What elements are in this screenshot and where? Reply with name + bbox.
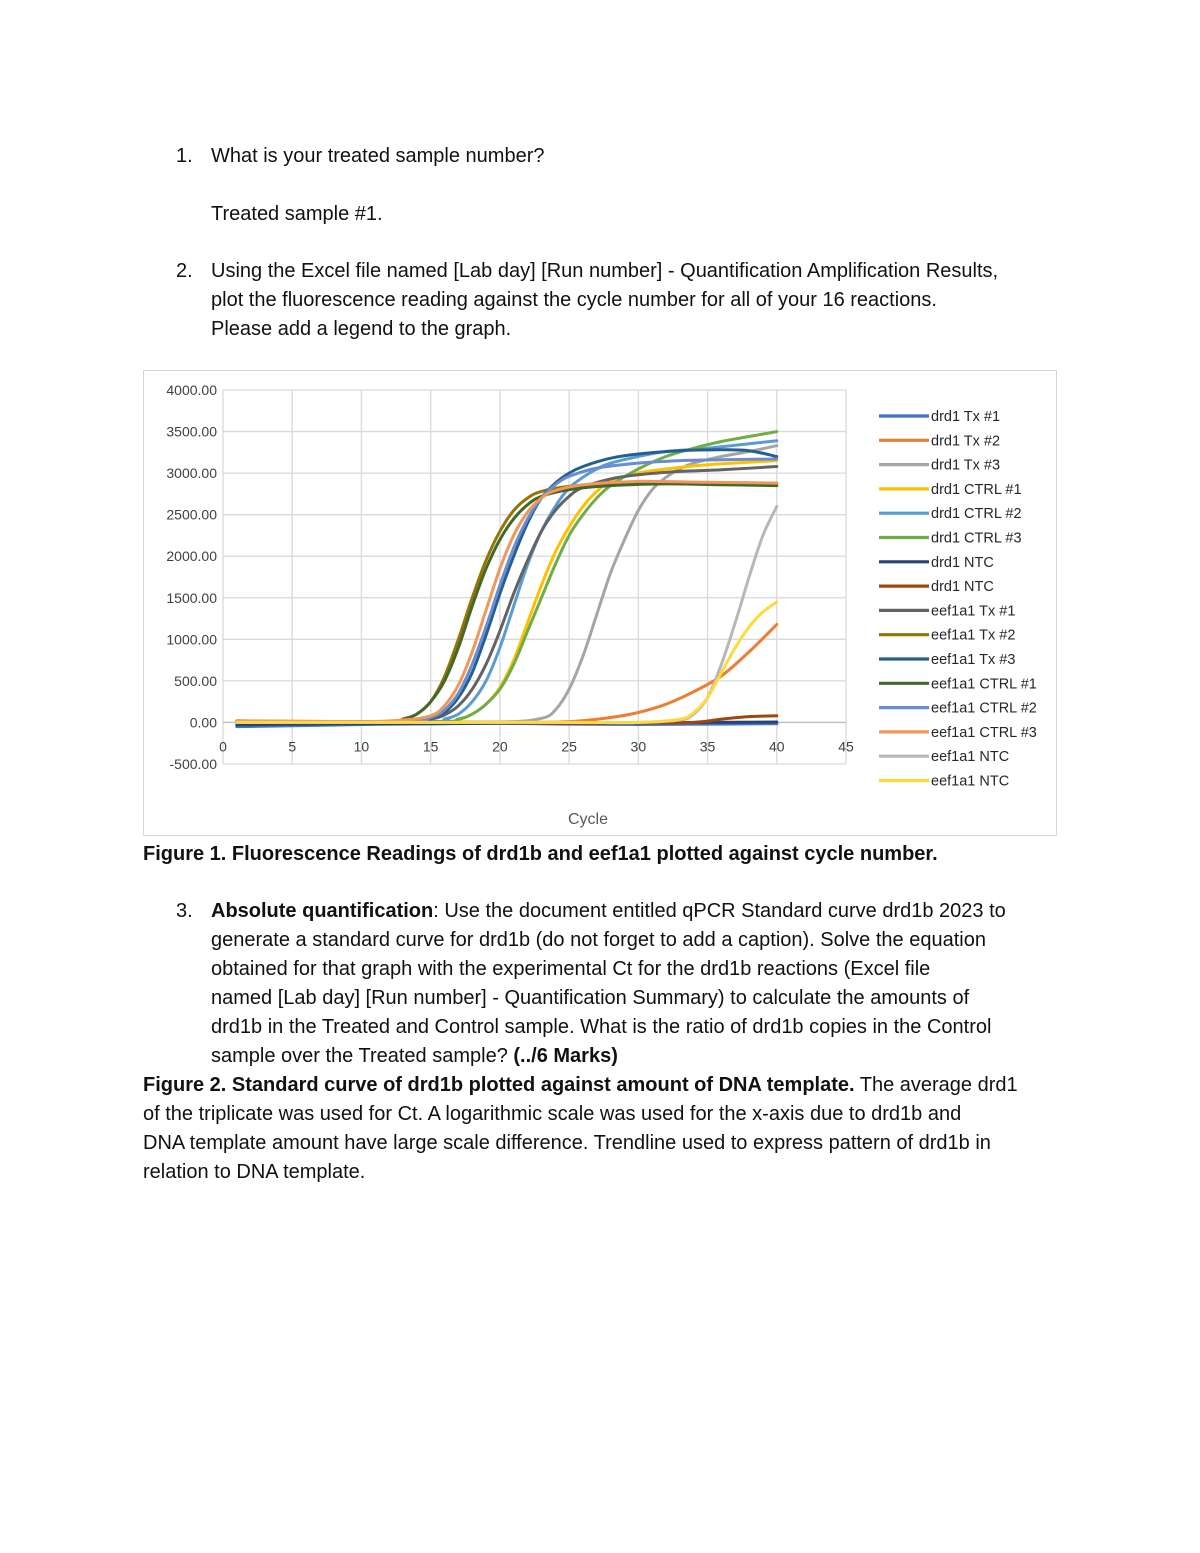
y-tick-label: 500.00 <box>174 672 217 689</box>
series-line-10 <box>237 483 777 722</box>
legend-label: drd1 CTRL #1 <box>931 481 1022 498</box>
legend-label: eef1a1 CTRL #1 <box>931 676 1037 693</box>
legend-label: drd1 Tx #3 <box>931 457 1001 474</box>
q3-bold-lead: Absolute quantification <box>211 900 434 922</box>
q3-line6-text: sample over the Treated sample? <box>211 1045 508 1067</box>
q3-line2: generate a standard curve for drd1b (do not forget to add a caption). Solve the equation <box>211 929 986 951</box>
legend-label: drd1 NTC <box>931 579 994 596</box>
q1-text: What is your treated sample number? <box>211 145 545 167</box>
figure2-caption-line1 <box>143 1071 1018 1100</box>
legend-label: eef1a1 NTC <box>931 773 1010 790</box>
x-tick-label: 45 <box>838 738 854 755</box>
q3-line1-rest: : Use the document entitled qPCR Standard curve drd1b 2023 to <box>433 900 1006 922</box>
x-tick-label: 40 <box>768 738 785 755</box>
legend-label: drd1 Tx #2 <box>931 433 1001 450</box>
grid-lines <box>223 390 846 764</box>
axis-ticks <box>166 382 854 772</box>
q2-line2: plot the fluorescence reading against the cycle number for all of your 16 reactions. <box>211 289 937 311</box>
legend-label: drd1 CTRL #3 <box>931 530 1022 547</box>
y-tick-label: 3500.00 <box>166 423 217 440</box>
x-tick-label: 35 <box>699 738 716 755</box>
y-tick-label: 3000.00 <box>166 465 217 482</box>
fluorescence-chart <box>143 370 1057 836</box>
legend-label: eef1a1 CTRL #3 <box>931 724 1037 741</box>
series-line-16 <box>237 602 777 723</box>
y-tick-label: 2500.00 <box>166 506 217 523</box>
x-tick-label: 15 <box>422 738 439 755</box>
series-line-4 <box>237 461 777 723</box>
legend-label: eef1a1 CTRL #2 <box>931 700 1037 717</box>
q2-number: 2. <box>176 260 193 282</box>
x-tick-label: 20 <box>492 738 508 755</box>
figure2-caption-line2: of the triplicate was used for Ct. A logarithmic scale was used for the x-axis due to drd1b and <box>143 1103 962 1125</box>
y-tick-label: 1500.00 <box>166 589 217 606</box>
x-axis-label: Cycle <box>567 811 609 828</box>
legend-label: eef1a1 Tx #3 <box>931 652 1016 668</box>
q3-number: 3. <box>176 900 193 922</box>
q1-number: 1. <box>176 145 193 167</box>
y-tick-label: 4000.00 <box>166 382 217 398</box>
figure2-caption-line4: relation to DNA template. <box>143 1161 366 1183</box>
q3-line4: named [Lab day] [Run number] - Quantification Summary) to calculate the amounts of <box>211 987 970 1009</box>
q1-answer: Treated sample #1. <box>211 203 383 225</box>
x-tick-label: 5 <box>288 738 297 755</box>
figure2-caption-bold: Figure 2. Standard curve of drd1b plotted against amount of DNA template. <box>143 1074 855 1096</box>
y-tick-label: -500.00 <box>169 756 217 772</box>
q3-line5: drd1b in the Treated and Control sample. What is the ratio of drd1b copies in the Control <box>211 1016 992 1038</box>
legend-label: eef1a1 Tx #1 <box>931 603 1016 620</box>
q2-line3: Please add a legend to the graph. <box>211 318 512 340</box>
series-lines <box>237 432 777 727</box>
x-tick-label: 10 <box>353 738 370 755</box>
legend-label: eef1a1 Tx #2 <box>931 627 1016 644</box>
x-tick-label: 0 <box>219 738 227 755</box>
legend-label: drd1 Tx #1 <box>931 409 1001 425</box>
q3-line6 <box>211 1042 618 1071</box>
legend-label: drd1 NTC <box>931 554 994 571</box>
series-line-13 <box>237 459 777 722</box>
legend <box>879 409 1037 790</box>
legend-label: drd1 CTRL #2 <box>931 506 1022 523</box>
figure2-caption-line3: DNA template amount have large scale difference. Trendline used to express pattern of drd1b in <box>143 1132 991 1154</box>
y-tick-label: 2000.00 <box>166 548 217 565</box>
y-tick-label: 1000.00 <box>166 631 217 648</box>
q3-line3: obtained for that graph with the experimental Ct for the drd1b reactions (Excel file <box>211 958 931 980</box>
q3-marks: (../6 Marks) <box>513 1045 618 1067</box>
x-tick-label: 30 <box>630 738 647 755</box>
figure1-caption: Figure 1. Fluorescence Readings of drd1b and eef1a1 plotted against cycle number. <box>143 843 938 865</box>
q2-line1: Using the Excel file named [Lab day] [Run number] - Quantification Amplification Results, <box>211 260 999 282</box>
x-tick-label: 25 <box>561 738 577 755</box>
series-line-9 <box>237 467 777 723</box>
y-tick-label: 0.00 <box>189 714 217 731</box>
legend-label: eef1a1 NTC <box>931 749 1010 766</box>
figure2-caption-rest: The average drd1 <box>854 1074 1018 1096</box>
q3-line1 <box>211 897 1006 926</box>
